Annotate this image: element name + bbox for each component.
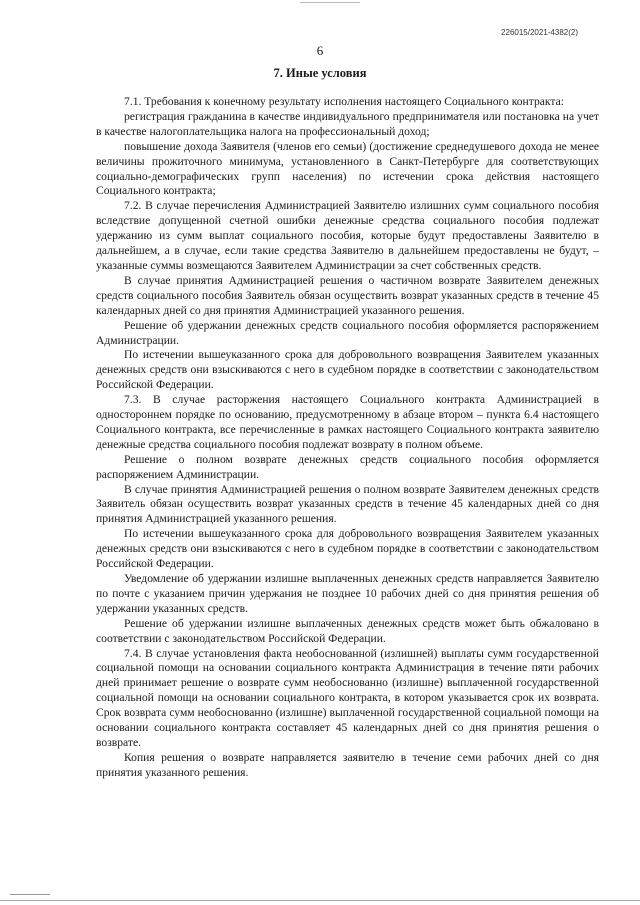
page-number: 6	[316, 43, 324, 58]
scan-artifact-bottom	[0, 900, 640, 901]
section-title: 7. Иные условия	[273, 66, 367, 80]
paragraph-7-4: 7.4. В случае установления факта необоснованной (излишней) выплаты сумм государственной социальной помощи на основании социального контракта Администрация в течение пяти рабочих дней принимает решение о возврате сумм необоснованно (излишне) выплаченной государственной социальной помощи на основании социального контракта, в котором указывается срок их возврата. Срок возврата сумм необоснованно (излишне) выплаченной государственной социальной помощи на основании социального контракта составляет 45 календарных дней со дня принятия решения о возврате.	[96, 646, 599, 749]
paragraph-court-recovery-1: По истечении вышеуказанного срока для добровольного возвращения Заявителем указанных денежных средств они взыскиваются с него в судебном порядке в соответствии с законодательством Российской Федерации.	[96, 348, 599, 392]
paragraph-income-increase: повышение дохода Заявителя (членов его семьи) (достижение среднедушевого дохода не менее величины прожиточного минимума, установленного в Санкт-Петербурге для соответствующих социально-демографических групп населения) по истечении срока действия настоящего Социального контракта;	[96, 139, 599, 198]
document-body	[96, 95, 599, 781]
paragraph-full-return: В случае принятия Администрацией решения о полном возврате Заявителем денежных средств Заявитель обязан осуществить возврат указанных средств в течение 45 календарных дней со дня принятия Администрацией указанного решения.	[96, 482, 599, 526]
paragraph-partial-return: В случае принятия Администрацией решения о частичном возврате Заявителем денежных средств социального пособия Заявитель обязан осуществить возврат указанных средств в течение 45 календарных дней со дня принятия Администрацией указанного решения.	[96, 273, 599, 317]
paragraph-7-2: 7.2. В случае перечисления Администрацией Заявителю излишних сумм социального пособия вследствие допущенной счетной ошибки денежные средства социального пособия подлежат удержанию из сумм выплат социального пособия, которые будут предоставлены Заявителю в дальнейшем, а в случае, если такие средства Заявителю в дальнейшем предоставлены не будут, – указанные суммы возмещаются Заявителем Администрации за счет собственных средств.	[96, 199, 599, 272]
paragraph-7-3: 7.3. В случае расторжения настоящего Социального контракта Администрацией в одностороннем порядке по основанию, предусмотренному в абзаце втором – пункта 6.4 настоящего Социального контракта, все перечисленные в рамках настоящего Социального контракта заявителю денежные средства социального пособия подлежат возврату в полном объеме.	[96, 393, 599, 451]
document-id: 226015/2021-4382(2)	[501, 28, 578, 37]
scan-artifact-top	[300, 2, 360, 3]
paragraph-copy-decision: Копия решения о возврате направляется заявителю в течение семи рабочих дней со дня принятия указанного решения.	[96, 750, 599, 779]
paragraph-registration: регистрация гражданина в качестве индивидуального предпринимателя или постановка на учет в качестве налогоплательщика налога на профессиональный доход;	[96, 109, 599, 138]
scan-artifact-bottom-left	[10, 894, 50, 895]
paragraph-full-return-decision: Решение о полном возврате денежных средств социального пособия оформляется распоряжением Администрации.	[96, 452, 599, 481]
paragraph-7-1: 7.1. Требования к конечному результату исполнения настоящего Социального контракта:	[124, 95, 564, 108]
paragraph-appeal: Решение об удержании излишне выплаченных денежных средств может быть обжаловано в соответствии с законодательством Российской Федерации.	[96, 616, 599, 645]
paragraph-notification: Уведомление об удержании излишне выплаченных денежных средств направляется Заявителю по почте с указанием причин удержания не позднее 10 рабочих дней со дня принятия решения об удержании указанных средств.	[96, 572, 599, 615]
paragraph-court-recovery-2: По истечении вышеуказанного срока для добровольного возвращения Заявителем указанных денежных средств они взыскиваются с него в судебном порядке в соответствии с законодательством Российской Федерации.	[96, 527, 599, 571]
paragraph-deduction-decision: Решение об удержании денежных средств социального пособия оформляется распоряжением Администрации.	[96, 318, 599, 347]
